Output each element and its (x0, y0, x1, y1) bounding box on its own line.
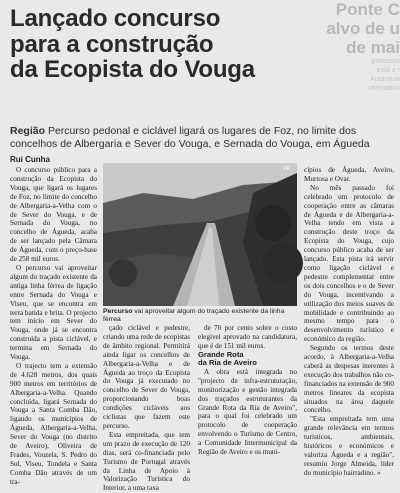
subheading-line: da Ria de Aveiro (198, 358, 257, 368)
body-paragraph: Esta empreitada, que tem um prazo de execução de 120 dias, será co-financiada pelo Turismo de Portugal através da Linha de Apoio à Valorização Turística do Interior, a uma taxa (103, 430, 190, 493)
body-paragraph: O trajecto tem a extensão de 4.628 metros, dos quais 900 metros em territórios de Albergaria-a-Velha. Quando concluída, ligará Sernada do Vouga a Santa Comba Dão, ligando os municípios de Águeda, Albergaria-a-Velha, Sever do Vouga (no distrito de Aveiro), Oliveira de Frades, Vouzela, S. Pedro do Sul, Viseu, Tondela e Santa Comba Dão através de um tra- (10, 361, 97, 486)
bleed-line: Autarquia (370, 76, 400, 83)
photo-caption (103, 308, 297, 324)
body-paragraph: Segundo os termos deste acordo, à Albergaria-a-Velha caberá as despesas inerentes à execução dos trabalhos não co-financiados na extensão de 900 metros lineares da ecopista situados na área daquele concelho. (304, 344, 394, 415)
caption-kicker: Percurso (103, 308, 133, 315)
bleed-line: Ponte C (335, 0, 400, 19)
caption-text: vai aproveitar algum do traçado existente da linha férrea (103, 308, 285, 323)
column-2 (103, 324, 190, 493)
bleed-line: alternativa (367, 85, 400, 92)
article-photo (103, 163, 297, 306)
bleed-line: de mai (346, 38, 400, 57)
body-paragraph: çado ciclável e pedestre, criando uma rede de ecopistas de âmbito regional. Permitirá ainda ligar os concelhos de Albergaria-a-Velha e de Águeda ao troço da Ecopista do Vouga já executado no concelho de Sever do Vouga, proporcionando boas condições cicláveis aos ciclistas que fazem este percurso. (103, 324, 190, 430)
column-3 (198, 324, 297, 478)
bleed-line: alvo de u (326, 19, 400, 38)
body-paragraph: de 70 por cento sobre o custo elegível aprovado na candidatura, que é de 151 mil euros. (198, 324, 297, 350)
body-paragraph: O percurso vai aproveitar algum do traçado existente da antiga linha férrea de ligação entre Sernada do Vouga e Viseu, que se encontra em terra batida e brita. O projecto tem início em Sever do Vouga, onde já se encontra construída a pista ciclável, e termina em Sernada do Vouga. (10, 263, 97, 362)
body-paragraph: "Esta empreitada tem uma grande relevância em termos turísticos, ambientais, históricos e económicos e valoriza Águeda e a região", resumiu Jorge Almeida, líder do município bairradino. » (304, 415, 394, 477)
headline (10, 6, 310, 83)
photo-credit: DR (283, 166, 291, 172)
bleed-line: está a r (376, 67, 400, 74)
body-paragraph: A obra está integrada no "projecto de infra-estruturação, monitorização e gestão integrada dos traçados estruturantes da Grande Rota da Ria de Aveiro", para o qual foi celebrado um protocolo de cooperação envolvendo o Turismo de Centro, a Comunidade Intermunicipal da Região de Aveiro e os muni- (198, 367, 297, 457)
column-4 (304, 166, 394, 478)
headline-line: da Ecopista do Vouga (10, 56, 255, 83)
lead-text: Percurso pedonal e ciclável ligará os lugares de Foz, no limite dos concelhos de Albergaria e Sever do Vouga, e Sernada do Vouga, em Águeda (10, 125, 370, 150)
subheading (198, 351, 297, 368)
lead-paragraph (10, 125, 394, 151)
body-paragraph: No mês passado foi celebrado um protocolo de cooperação entre as câmaras de Águeda e de Albergaria-a-Velha tendo em vista a construção deste troço da Ecopista do Vouga, cujo concurso público acaba de ser lançado. Esta pista irá servir como ligação ciclável e pedestre complementar entre os dois concelhos e o de Sever do Vouga, incentivando a utilização dos meios suaves de mobilidade e contribuindo ao mesmo tempo para o desenvolvimento turístico e económico da região. (304, 183, 394, 344)
headline-line: para a construção (10, 30, 214, 58)
body-paragraph: O concurso público para a construção da Ecopista do Vouga, que ligará os lugares de Foz, no limite do concelho de Albergaria-a-Velha com o de Sever do Vouga, e de Sernada do Vouga, no concelho de Águeda, acaba de ser lançado pela Câmara de Águeda, com o preço-base de 258 mil euros. (10, 166, 97, 264)
column-1 (10, 166, 97, 486)
lead-kicker: Região (10, 125, 46, 137)
body-paragraph: cípios de Águeda, Aveiro, Murtosa e Ovar. (304, 166, 394, 183)
byline: Rui Cunha (10, 155, 50, 164)
rail-trail-photo (103, 163, 297, 306)
subheading-line: Grande Rota (198, 349, 244, 359)
headline-line: Lançado concurso (10, 5, 221, 32)
bleed-line: processo (371, 58, 400, 65)
